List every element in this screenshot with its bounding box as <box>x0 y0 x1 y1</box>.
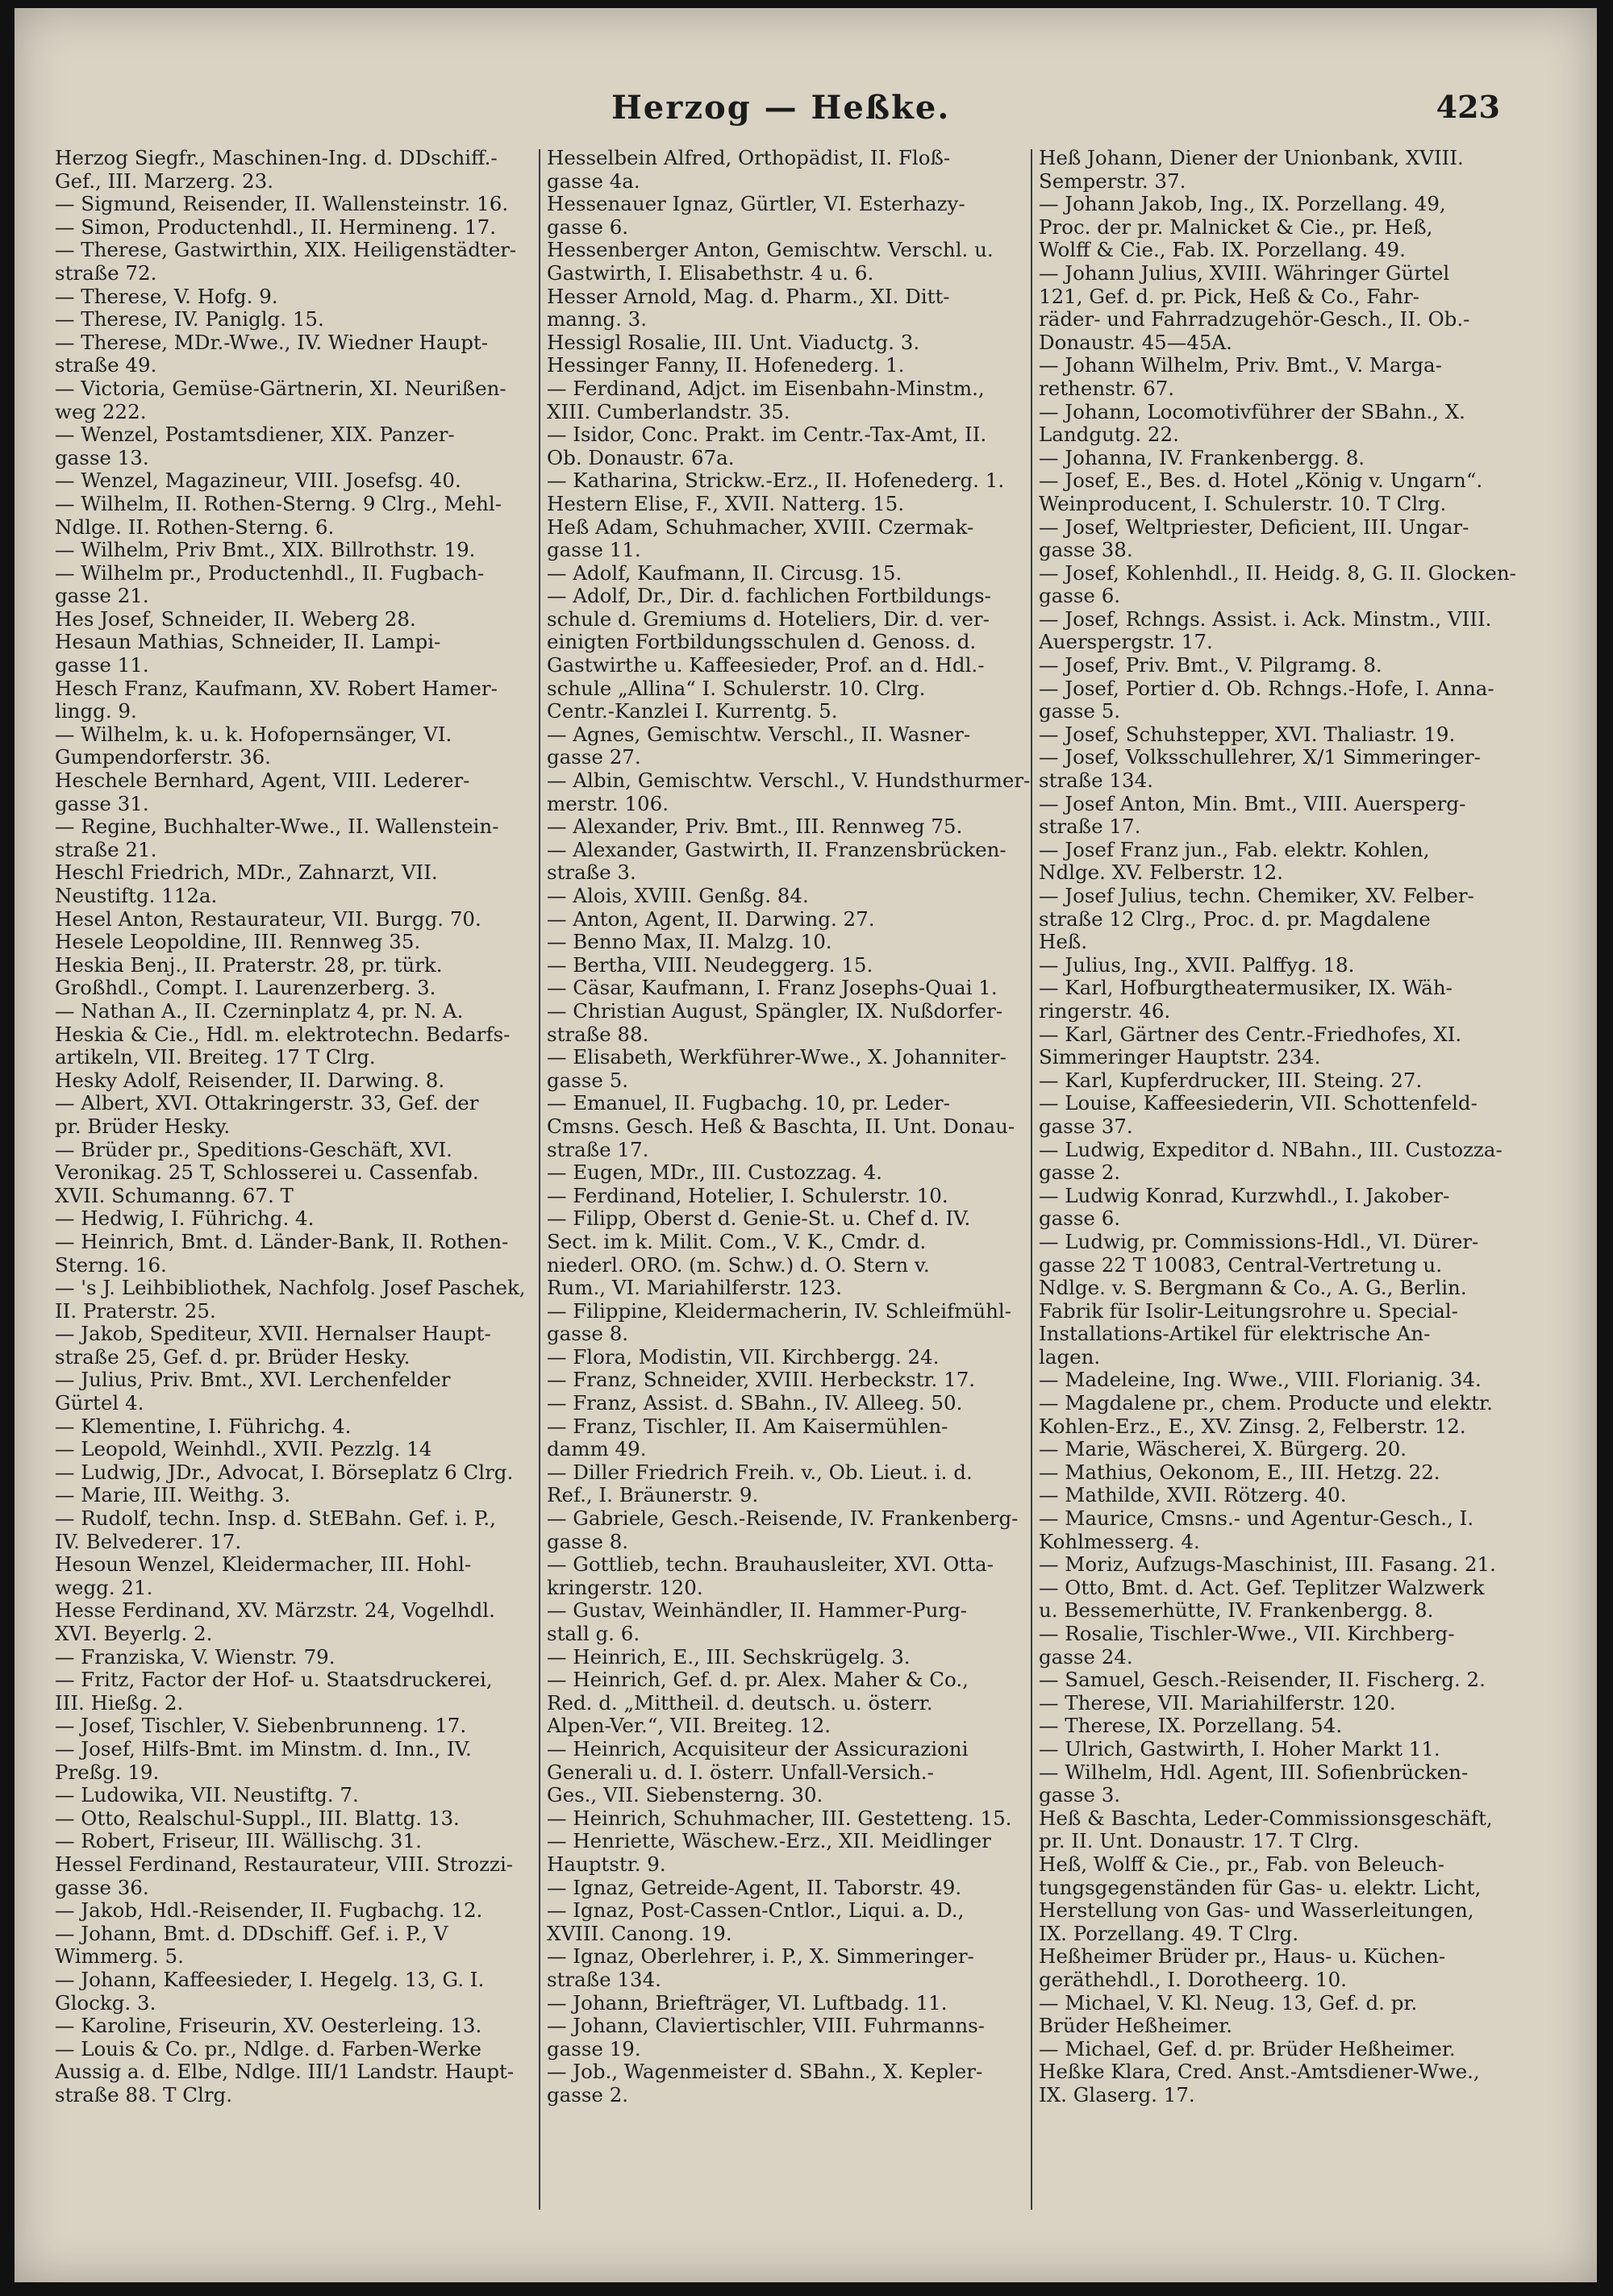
entry-line: gasse 2. <box>547 2083 629 2106</box>
entry-line: — Heinrich, Schuhmacher, III. Gestetteng. 15. <box>547 1806 1012 1830</box>
entry-line: Heschl Friedrich, MDr., Zahnarzt, VII. <box>55 861 438 885</box>
entry-line: Ref., I. Bräunerstr. 9. <box>547 1484 759 1507</box>
entry-line: — Ludwig Konrad, Kurzwhdl., I. Jakober- <box>1039 1184 1450 1207</box>
entry-line: damm 49. <box>547 1438 647 1461</box>
entry-line: straße 134. <box>1039 769 1153 793</box>
entry-line: straße 88. <box>547 1023 649 1046</box>
entry-line: — Hedwig, I. Führichg. 4. <box>55 1207 315 1231</box>
entry-line: Hesch Franz, Kaufmann, XV. Robert Hamer- <box>55 677 498 700</box>
page-number: 423 <box>1436 89 1500 125</box>
entry-line: — Mathilde, XVII. Rötzerg. 40. <box>1039 1484 1347 1507</box>
entry-line: Kohlen-Erz., E., XV. Zinsg. 2, Felberstr. 12. <box>1039 1415 1466 1438</box>
entry-line: — Nathan A., II. Czerninplatz 4, pr. N. A. <box>55 999 464 1023</box>
entry-line: straße 72. <box>55 261 157 285</box>
entry-line: — Albert, XVI. Ottakringerstr. 33, Gef. der <box>55 1092 479 1115</box>
entry-line: — Gustav, Weinhändler, II. Hammer-Purg- <box>547 1599 968 1623</box>
entry-line: — Franziska, V. Wienstr. 79. <box>55 1645 336 1669</box>
entry-line: Kohlmesserg. 4. <box>1039 1530 1200 1553</box>
entry-line: — Josef, Priv. Bmt., V. Pilgramg. 8. <box>1039 654 1382 677</box>
entry-line: straße 17. <box>547 1138 649 1161</box>
entry-line: gasse 37. <box>1039 1115 1133 1138</box>
entry-line: — Anton, Agent, II. Darwing. 27. <box>547 907 875 931</box>
entry-line: u. Bessemerhütte, IV. Frankenbergg. 8. <box>1039 1599 1434 1623</box>
entry-line: XVII. Schumanng. 67. T <box>55 1184 294 1207</box>
entry-line: Heskia & Cie., Hdl. m. elektrotechn. Bedarfs- <box>55 1023 511 1046</box>
entry-line: Heßheimer Brüder pr., Haus- u. Küchen- <box>1039 1945 1446 1969</box>
entry-line: wegg. 21. <box>55 1576 153 1599</box>
entry-line: Simmeringer Hauptstr. 234. <box>1039 1046 1321 1069</box>
entry-line: — Ludwig, Expeditor d. NBahn., III. Custozza- <box>1039 1138 1503 1161</box>
entry-line: — Johann, Kaffeesieder, I. Hegelg. 13, G. I. <box>55 1968 485 1991</box>
entry-line: III. Hießg. 2. <box>55 1691 184 1715</box>
entry-line: — Christian August, Spängler, IX. Nußdorfer- <box>547 999 1003 1023</box>
entry-line: — Josef, Schuhstepper, XVI. Thaliastr. 19. <box>1039 723 1456 746</box>
entry-line: gasse 4a. <box>547 169 640 193</box>
entry-line: Fabrik für Isolir-Leitungsrohre u. Special- <box>1039 1299 1458 1323</box>
entry-line: straße 134. <box>547 1968 661 1991</box>
entry-line: — Jakob, Hdl.-Reisender, II. Fugbachg. 12. <box>55 1899 483 1923</box>
entry-line: — Franz, Assist. d. SBahn., IV. Alleeg. 50. <box>547 1392 963 1415</box>
entry-line: straße 88. T Clrg. <box>55 2083 233 2106</box>
entry-line: — Albin, Gemischtw. Verschl., V. Hundsthurmer- <box>547 769 1031 793</box>
entry-line: geräthehdl., I. Dorotheerg. 10. <box>1039 1968 1347 1991</box>
entry-line: Heskia Benj., II. Praterstr. 28, pr. türk. <box>55 953 443 977</box>
entry-line: Hesoun Wenzel, Kleidermacher, III. Hohl- <box>55 1553 472 1577</box>
entry-line: II. Praterstr. 25. <box>55 1299 216 1323</box>
entry-line: Hesaun Mathias, Schneider, II. Lampi- <box>55 631 441 654</box>
entry-line: gasse 3. <box>1039 1784 1121 1807</box>
entry-line: Hesser Arnold, Mag. d. Pharm., XI. Ditt- <box>547 285 950 308</box>
entry-line: — Josef, Hilfs-Bmt. im Minstm. d. Inn., IV. <box>55 1737 472 1761</box>
entry-line: lagen. <box>1039 1345 1101 1369</box>
entry-line: — Therese, Gastwirthin, XIX. Heiligenstädter- <box>55 239 517 262</box>
entry-line: — Therese, MDr.-Wwe., IV. Wiedner Haupt- <box>55 331 489 354</box>
entry-line: — Heinrich, Gef. d. pr. Alex. Maher & Co., <box>547 1669 969 1692</box>
entry-line: weg 222. <box>55 400 147 423</box>
entry-line: pr. Brüder Hesky. <box>55 1115 231 1138</box>
running-head: Herzog — Heßke. <box>611 89 951 127</box>
entry-line: — Wilhelm, Hdl. Agent, III. Sofienbrücken- <box>1039 1761 1469 1784</box>
entry-line: Ndlge. II. Rothen-Sterng. 6. <box>55 515 335 539</box>
entry-line: — Karl, Kupferdrucker, III. Steing. 27. <box>1039 1069 1423 1092</box>
entry-line: ringerstr. 46. <box>1039 999 1171 1023</box>
entry-line: Hesel Anton, Restaurateur, VII. Burgg. 70. <box>55 907 481 931</box>
entry-line: Hessinger Fanny, II. Hofenederg. 1. <box>547 354 905 377</box>
entry-line: gasse 38. <box>1039 539 1133 562</box>
entry-line: — Jakob, Spediteur, XVII. Hernalser Haupt- <box>55 1323 491 1346</box>
entry-line: — Karl, Hofburgtheatermusiker, IX. Wäh- <box>1039 977 1453 1000</box>
entry-line: — Rudolf, techn. Insp. d. StEBahn. Gef. i. P., <box>55 1507 496 1531</box>
entry-line: — Heinrich, E., III. Sechskrügelg. 3. <box>547 1645 911 1669</box>
entry-line: Weinproducent, I. Schulerstr. 10. T Clrg. <box>1039 492 1447 515</box>
entry-line: Generali u. d. I. österr. Unfall-Versich.- <box>547 1761 934 1784</box>
entry-line: gasse 2. <box>1039 1161 1121 1185</box>
entry-line: Heß Adam, Schuhmacher, XVIII. Czermak- <box>547 515 974 539</box>
entry-line: — Johann, Briefträger, VI. Luftbadg. 11. <box>547 1991 948 2015</box>
entry-line: Auerspergstr. 17. <box>1039 631 1213 654</box>
entry-line: — Josef Franz jun., Fab. elektr. Kohlen, <box>1039 838 1430 861</box>
entry-line: gasse 22 T 10083, Central-Vertretung u. <box>1039 1253 1443 1277</box>
entry-line: straße 25, Gef. d. pr. Brüder Hesky. <box>55 1345 411 1369</box>
entry-line: — Wilhelm, Priv Bmt., XIX. Billrothstr. 19. <box>55 539 476 562</box>
entry-line: Sect. im k. Milit. Com., V. K., Cmdr. d. <box>547 1230 927 1253</box>
entry-line: Hestern Elise, F., XVII. Natterg. 15. <box>547 492 905 515</box>
entry-line: Wimmerg. 5. <box>55 1945 184 1969</box>
entry-line: Ob. Donaustr. 67a. <box>547 446 735 469</box>
entry-line: — 's J. Leihbibliothek, Nachfolg. Josef Paschek, <box>55 1277 526 1300</box>
entry-line: — Josef Julius, techn. Chemiker, XV. Felber- <box>1039 885 1474 907</box>
entry-line: Heß, Wolff & Cie., pr., Fab. von Beleuch- <box>1039 1852 1444 1876</box>
entry-line: — Cäsar, Kaufmann, I. Franz Josephs-Quai 1. <box>547 977 998 1000</box>
entry-line: — Johann, Locomotivführer der SBahn., X. <box>1039 400 1465 423</box>
entry-line: — Elisabeth, Werkführer-Wwe., X. Johanniter- <box>547 1046 1007 1069</box>
entry-line: — Marie, III. Weithg. 3. <box>55 1484 290 1507</box>
entry-line: — Adolf, Dr., Dir. d. fachlichen Fortbildungs- <box>547 585 991 608</box>
entry-line: Neustiftg. 112a. <box>55 885 218 907</box>
entry-line: Hessenauer Ignaz, Gürtler, VI. Esterhazy- <box>547 193 965 216</box>
entry-line: räder- und Fahrradzugehör-Gesch., II. Ob.- <box>1039 308 1470 331</box>
entry-line: Centr.-Kanzlei I. Kurrentg. 5. <box>547 700 838 723</box>
entry-line: — Ludowika, VII. Neustiftg. 7. <box>55 1784 359 1807</box>
entry-line: — Wenzel, Magazineur, VIII. Josefsg. 40. <box>55 469 461 493</box>
entry-line: gasse 21. <box>55 585 149 608</box>
entry-line: — Josef, Weltpriester, Deficient, III. Ungar- <box>1039 515 1469 539</box>
entry-line: — Otto, Bmt. d. Act. Gef. Teplitzer Walzwerk <box>1039 1576 1485 1599</box>
column-divider <box>539 149 540 2210</box>
entry-line: — Job., Wagenmeister d. SBahn., X. Kepler- <box>547 2061 983 2084</box>
entry-line: — Wenzel, Postamtsdiener, XIX. Panzer- <box>55 423 455 447</box>
entry-line: — Julius, Priv. Bmt., XVI. Lerchenfelder <box>55 1369 451 1392</box>
entry-line: stall g. 6. <box>547 1623 640 1645</box>
entry-line: — Franz, Schneider, XVIII. Herbeckstr. 17. <box>547 1369 976 1392</box>
entry-line: XVI. Beyerlg. 2. <box>55 1623 213 1645</box>
entry-line: Gef., III. Marzerg. 23. <box>55 169 273 193</box>
entry-line: pr. II. Unt. Donaustr. 17. T Clrg. <box>1039 1830 1360 1853</box>
entry-line: — Gabriele, Gesch.-Reisende, IV. Frankenberg- <box>547 1507 1019 1531</box>
entry-line: artikeln, VII. Breiteg. 17 T Clrg. <box>55 1046 376 1069</box>
entry-line: Großhdl., Compt. I. Laurenzerberg. 3. <box>55 977 436 1000</box>
entry-line: Heßke Klara, Cred. Anst.-Amtsdiener-Wwe., <box>1039 2061 1480 2084</box>
entry-line: Alpen-Ver.“, VII. Breiteg. 12. <box>547 1715 832 1738</box>
entry-line: — Leopold, Weinhdl., XVII. Pezzlg. 14 <box>55 1438 432 1461</box>
entry-line: gasse 5. <box>547 1069 629 1092</box>
entry-line: — Ferdinand, Hotelier, I. Schulerstr. 10. <box>547 1184 948 1207</box>
entry-line: — Johann Julius, XVIII. Währinger Gürtel <box>1039 261 1450 285</box>
entry-line: Ges., VII. Siebensterng. 30. <box>547 1784 823 1807</box>
entry-line: — Franz, Tischler, II. Am Kaisermühlen- <box>547 1415 948 1438</box>
entry-line: — Ulrich, Gastwirth, I. Hoher Markt 11. <box>1039 1737 1440 1761</box>
entry-line: — Ignaz, Post-Cassen-Cntlor., Liqui. a. D., <box>547 1899 965 1923</box>
entry-line: Rum., VI. Mariahilferstr. 123. <box>547 1277 842 1300</box>
entry-line: straße 17. <box>1039 815 1141 839</box>
entry-line: 121, Gef. d. pr. Pick, Heß & Co., Fahr- <box>1039 285 1419 308</box>
entry-line: Heschele Bernhard, Agent, VIII. Lederer- <box>55 769 470 793</box>
entry-line: Herstellung von Gas- und Wasserleitungen, <box>1039 1899 1474 1923</box>
entry-line: — Louis & Co. pr., Ndlge. d. Farben-Werke <box>55 2037 481 2061</box>
entry-line: Wolff & Cie., Fab. IX. Porzellang. 49. <box>1039 239 1406 262</box>
entry-line: — Therese, IV. Paniglg. 15. <box>55 308 324 331</box>
entry-line: — Maurice, Cmsns.- und Agentur-Gesch., I. <box>1039 1507 1474 1531</box>
entry-line: IX. Glaserg. 17. <box>1039 2083 1195 2106</box>
entry-line: Herzog Siegfr., Maschinen-Ing. d. DDschiff.- <box>55 147 498 169</box>
entry-line: — Ludwig, pr. Commissions-Hdl., VI. Dürer- <box>1039 1230 1479 1253</box>
entry-line: XVIII. Canong. 19. <box>547 1922 732 1945</box>
entry-line: — Moriz, Aufzugs-Maschinist, III. Fasang. 21. <box>1039 1553 1496 1577</box>
entry-line: — Regine, Buchhalter-Wwe., II. Wallenstein- <box>55 815 499 839</box>
entry-line: — Gottlieb, techn. Brauhausleiter, XVI. Otta- <box>547 1553 994 1577</box>
entry-line: — Filipp, Oberst d. Genie-St. u. Chef d. IV. <box>547 1207 971 1231</box>
entry-line: XIII. Cumberlandstr. 35. <box>547 400 790 423</box>
entry-line: Heß & Baschta, Leder-Commissionsgeschäft, <box>1039 1806 1493 1830</box>
entry-line: — Ignaz, Getreide-Agent, II. Taborstr. 49. <box>547 1876 962 1899</box>
column-1 <box>55 147 539 2106</box>
entry-line: gasse 11. <box>55 654 149 677</box>
column-divider <box>1031 149 1032 2210</box>
entry-line: — Adolf, Kaufmann, II. Circusg. 15. <box>547 561 902 585</box>
entry-line: — Josef, Rchngs. Assist. i. Ack. Minstm., VIII. <box>1039 607 1492 631</box>
entry-line: Hauptstr. 9. <box>547 1852 666 1876</box>
entry-line: Proc. der pr. Malnicket & Cie., pr. Heß, <box>1039 215 1433 239</box>
entry-line: — Michael, V. Kl. Neug. 13, Gef. d. pr. <box>1039 1991 1418 2015</box>
entry-line: — Therese, VII. Mariahilferstr. 120. <box>1039 1691 1396 1715</box>
entry-line: Hessigl Rosalie, III. Unt. Viaductg. 3. <box>547 331 920 354</box>
entry-line: — Sigmund, Reisender, II. Wallensteinstr. 16. <box>55 193 509 216</box>
entry-line: — Heinrich, Bmt. d. Länder-Bank, II. Rothen- <box>55 1230 509 1253</box>
column-2 <box>547 147 1031 2106</box>
entry-line: — Ludwig, JDr., Advocat, I. Börseplatz 6 Clrg. <box>55 1461 514 1484</box>
entry-line: merstr. 106. <box>547 792 669 815</box>
entry-line: straße 12 Clrg., Proc. d. pr. Magdalene <box>1039 907 1431 931</box>
entry-line: — Simon, Productenhdl., II. Hermineng. 17. <box>55 215 497 239</box>
entry-line: Veronikag. 25 T, Schlosserei u. Cassenfab. <box>55 1161 479 1185</box>
column-3 <box>1039 147 1523 2106</box>
entry-line: gasse 6. <box>1039 1207 1121 1231</box>
entry-line: lingg. 9. <box>55 700 137 723</box>
entry-line: kringerstr. 120. <box>547 1576 703 1599</box>
entry-line: Gürtel 4. <box>55 1392 144 1415</box>
page-header <box>15 89 1597 145</box>
entry-line: manng. 3. <box>547 308 648 331</box>
entry-line: Installations-Artikel für elektrische An- <box>1039 1323 1431 1346</box>
entry-line: — Diller Friedrich Freih. v., Ob. Lieut. i. d. <box>547 1461 973 1484</box>
entry-line: — Madeleine, Ing. Wwe., VIII. Florianig. 34. <box>1039 1369 1482 1392</box>
entry-line: — Wilhelm, k. u. k. Hofopernsänger, VI. <box>55 723 452 746</box>
entry-line: niederl. ORO. (m. Schw.) d. O. Stern v. <box>547 1253 930 1277</box>
entry-line: Hesselbein Alfred, Orthopädist, II. Floß- <box>547 147 951 169</box>
entry-line: — Ferdinand, Adjct. im Eisenbahn-Minstm., <box>547 377 985 400</box>
entry-line: Gumpendorferstr. 36. <box>55 746 271 769</box>
entry-line: Hesky Adolf, Reisender, II. Darwing. 8. <box>55 1069 445 1092</box>
entry-line: Hesele Leopoldine, III. Rennweg 35. <box>55 931 421 954</box>
entry-line: — Josef, Portier d. Ob. Rchngs.-Hofe, I. Anna- <box>1039 677 1494 700</box>
entry-line: straße 49. <box>55 354 157 377</box>
entry-line: — Alexander, Priv. Bmt., III. Rennweg 75. <box>547 815 963 839</box>
entry-line: Glockg. 3. <box>55 1991 156 2015</box>
entry-line: straße 3. <box>547 861 636 885</box>
entry-line: gasse 11. <box>547 539 641 562</box>
entry-line: rethenstr. 67. <box>1039 377 1175 400</box>
entry-line: einigten Fortbildungsschulen d. Genoss. d. <box>547 631 977 654</box>
entry-line: Sterng. 16. <box>55 1253 167 1277</box>
entry-line: — Therese, IX. Porzellang. 54. <box>1039 1715 1343 1738</box>
entry-line: — Bertha, VIII. Neudeggerg. 15. <box>547 953 873 977</box>
entry-line: — Therese, V. Hofg. 9. <box>55 285 278 308</box>
entry-line: gasse 6. <box>547 215 629 239</box>
entry-line: — Johann Jakob, Ing., IX. Porzellang. 49, <box>1039 193 1446 216</box>
entry-line: Hessel Ferdinand, Restaurateur, VIII. Strozzi- <box>55 1852 514 1876</box>
entry-line: Ndlge. XV. Felberstr. 12. <box>1039 861 1284 885</box>
entry-line: Red. d. „Mittheil. d. deutsch. u. österr. <box>547 1691 933 1715</box>
entry-line: — Josef, E., Bes. d. Hotel „König v. Ungarn“. <box>1039 469 1483 493</box>
entry-line: gasse 8. <box>547 1323 629 1346</box>
entry-line: — Emanuel, II. Fugbachg. 10, pr. Leder- <box>547 1092 950 1115</box>
entry-line: — Katharina, Strickw.-Erz., II. Hofenederg. 1. <box>547 469 1005 493</box>
entry-line: — Klementine, I. Führichg. 4. <box>55 1415 352 1438</box>
entry-line: gasse 5. <box>1039 700 1121 723</box>
entry-line: Ndlge. v. S. Bergmann & Co., A. G., Berlin. <box>1039 1277 1467 1300</box>
entry-line: IX. Porzellang. 49. T Clrg. <box>1039 1922 1299 1945</box>
entry-line: — Wilhelm pr., Productenhdl., II. Fugbach- <box>55 561 485 585</box>
entry-line: — Eugen, MDr., III. Custozzag. 4. <box>547 1161 882 1185</box>
entry-line: gasse 13. <box>55 446 149 469</box>
entry-line: gasse 31. <box>55 792 149 815</box>
directory-page <box>15 8 1597 2282</box>
entry-line: Hesse Ferdinand, XV. Märzstr. 24, Vogelhdl. <box>55 1599 495 1623</box>
entry-line: — Wilhelm, II. Rothen-Sterng. 9 Clrg., Mehl- <box>55 492 502 515</box>
entry-line: — Alexander, Gastwirth, II. Franzensbrücken- <box>547 838 1007 861</box>
entry-line: — Henriette, Wäschew.-Erz., XII. Meidlinger <box>547 1830 991 1853</box>
entry-line: Cmsns. Gesch. Heß & Baschta, II. Unt. Donau- <box>547 1115 1015 1138</box>
entry-line: — Isidor, Conc. Prakt. im Centr.-Tax-Amt, II. <box>547 423 987 447</box>
entry-line: Gastwirthe u. Kaffeesieder, Prof. an d. Hdl.- <box>547 654 985 677</box>
entry-line: — Josef, Tischler, V. Siebenbrunneng. 17. <box>55 1715 467 1738</box>
entry-line: — Julius, Ing., XVII. Palffyg. 18. <box>1039 953 1355 977</box>
entry-line: gasse 6. <box>1039 585 1121 608</box>
entry-line: — Louise, Kaffeesiederin, VII. Schottenfeld- <box>1039 1092 1478 1115</box>
entry-line: — Josef Anton, Min. Bmt., VIII. Auersperg- <box>1039 792 1466 815</box>
entry-line: — Magdalene pr., chem. Producte und elektr. <box>1039 1392 1493 1415</box>
entry-line: — Karoline, Friseurin, XV. Oesterleing. 13. <box>55 2015 482 2038</box>
entry-line: Donaustr. 45—45A. <box>1039 331 1232 354</box>
entry-line: — Agnes, Gemischtw. Verschl., II. Wasner- <box>547 723 971 746</box>
entry-line: — Johanna, IV. Frankenbergg. 8. <box>1039 446 1365 469</box>
entry-line: Gastwirth, I. Elisabethstr. 4 u. 6. <box>547 261 874 285</box>
entry-line: gasse 27. <box>547 746 641 769</box>
entry-line: — Victoria, Gemüse-Gärtnerin, XI. Neurißen- <box>55 377 506 400</box>
entry-line: IV. Belvederег. 17. <box>55 1530 242 1553</box>
entry-line: — Benno Max, II. Malzg. 10. <box>547 931 832 954</box>
entry-line: Preßg. 19. <box>55 1761 160 1784</box>
entry-line: — Alois, XVIII. Genßg. 84. <box>547 885 809 907</box>
entry-line: — Flora, Modistin, VII. Kirchbergg. 24. <box>547 1345 940 1369</box>
entry-line: Semperstr. 37. <box>1039 169 1186 193</box>
entry-line: — Marie, Wäscherei, X. Bürgerg. 20. <box>1039 1438 1407 1461</box>
entry-line: — Ignaz, Oberlehrer, i. P., X. Simmeringer- <box>547 1945 974 1969</box>
entry-line: Hessenberger Anton, Gemischtw. Verschl. u. <box>547 239 994 262</box>
entry-line: — Samuel, Gesch.-Reisender, II. Fischerg. 2. <box>1039 1669 1486 1692</box>
entry-line: — Johann, Claviertischler, VIII. Fuhrmanns- <box>547 2015 985 2038</box>
entry-line: tungsgegenständen für Gas- u. elektr. Licht, <box>1039 1876 1482 1899</box>
entry-line: — Otto, Realschul-Suppl., III. Blattg. 13. <box>55 1806 460 1830</box>
entry-line: — Josef, Kohlenhdl., II. Heidg. 8, G. II. Glocken- <box>1039 561 1516 585</box>
entry-line: schule d. Gremiums d. Hoteliers, Dir. d. ver- <box>547 607 990 631</box>
entry-line: Hes Josef, Schneider, II. Weberg 28. <box>55 607 416 631</box>
entry-line: — Michael, Gef. d. pr. Brüder Heßheimer. <box>1039 2037 1456 2061</box>
entry-line: — Johann, Bmt. d. DDschiff. Gef. i. P., V <box>55 1922 448 1945</box>
entry-line: — Karl, Gärtner des Centr.-Friedhofes, XI. <box>1039 1023 1462 1046</box>
entry-line: gasse 8. <box>547 1530 629 1553</box>
entry-line: — Rosalie, Tischler-Wwe., VII. Kirchberg- <box>1039 1623 1455 1645</box>
entry-line: gasse 36. <box>55 1876 149 1899</box>
entry-line: Heß. <box>1039 931 1088 954</box>
entry-line: gasse 19. <box>547 2037 641 2061</box>
entry-line: — Heinrich, Acquisiteur der Assicurazioni <box>547 1737 969 1761</box>
entry-line: gasse 24. <box>1039 1645 1133 1669</box>
entry-line: Heß Johann, Diener der Unionbank, XVIII. <box>1039 147 1464 169</box>
entry-line: — Filippine, Kleidermacherin, IV. Schleifmühl- <box>547 1299 1012 1323</box>
entry-line: Aussig a. d. Elbe, Ndlge. III/1 Landstr. Haupt- <box>55 2061 515 2084</box>
entry-line: — Fritz, Factor der Hof- u. Staatsdruckerei, <box>55 1669 493 1692</box>
entry-line: Landgutg. 22. <box>1039 423 1179 447</box>
entry-line: straße 21. <box>55 838 157 861</box>
entry-line: Brüder Heßheimer. <box>1039 2015 1233 2038</box>
entry-line: — Mathius, Oekonom, E., III. Hetzg. 22. <box>1039 1461 1440 1484</box>
entry-line: — Brüder pr., Speditions-Geschäft, XVI. <box>55 1138 452 1161</box>
entry-line: schule „Allina“ I. Schulerstr. 10. Clrg. <box>547 677 926 700</box>
entry-line: — Robert, Friseur, III. Wällischg. 31. <box>55 1830 422 1853</box>
entry-line: — Johann Wilhelm, Priv. Bmt., V. Marga- <box>1039 354 1442 377</box>
entry-line: — Josef, Volksschullehrer, X/1 Simmeringer- <box>1039 746 1481 769</box>
